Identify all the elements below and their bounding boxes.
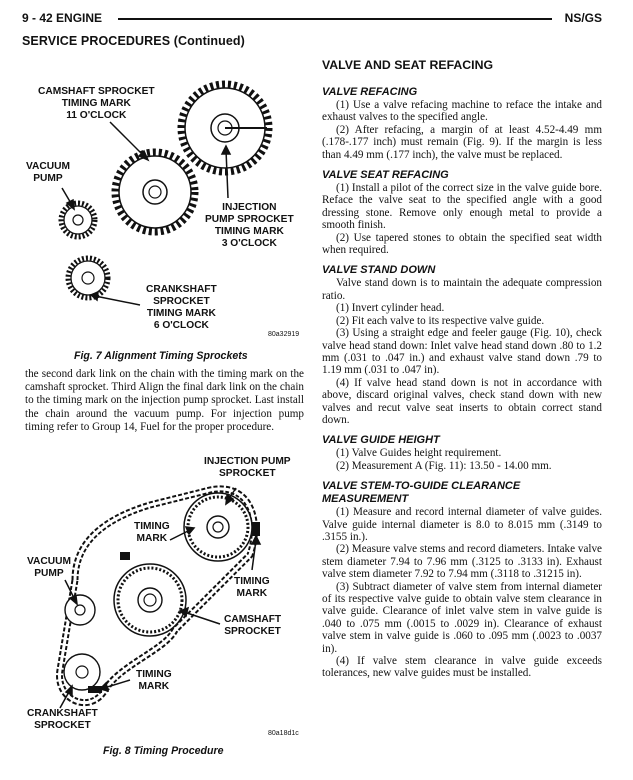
- callout-line: VACUUM: [26, 161, 70, 172]
- fig8-caption: Fig. 8 Timing Procedure: [103, 745, 224, 757]
- section-title: SERVICE PROCEDURES (Continued): [22, 34, 245, 48]
- fig8-callout-crankshaft: [27, 708, 98, 732]
- callout-line: TIMING: [136, 669, 172, 680]
- section-stem-to-guide-clearance: [322, 480, 602, 680]
- camshaft-sprocket: [115, 152, 195, 232]
- section-heading: VALVE SEAT REFACING: [322, 169, 449, 182]
- paragraph: (2) After refacing, a margin of at least 4.52-4.49 mm (.178-.177 inch) must remain (Fig. 9). If the margin is less than 4.49 mm (.177 inch), the valve must be replaced.: [322, 123, 602, 161]
- callout-line: INJECTION PUMP: [204, 456, 291, 467]
- fig8-callout-timing-right: [234, 576, 270, 600]
- injection-pump-sprocket: [181, 84, 269, 172]
- paragraph: (3) Using a straight edge and feeler gauge (Fig. 10), check valve head stand down: Inlet valve head stand down .80 to 1.2 mm (.031 to .047 in.) and exhaust valve stand down .79 to 1.19 mm (.031 to .047 in).: [322, 327, 602, 377]
- callout-line: PUMP: [33, 173, 63, 184]
- callout-line: MARK: [138, 681, 170, 692]
- callout-line: CRANKSHAFT: [27, 708, 98, 719]
- page-ref: 9 - 42 ENGINE: [22, 11, 103, 25]
- callout-line: PUMP SPROCKET: [205, 214, 294, 225]
- section-valve-stand-down: [322, 264, 602, 426]
- paragraph: (3) Subtract diameter of valve stem from internal diameter of its respective valve guide to obtain valve stem clearance in valve guide. Clearance of inlet valve stem in valve guide is .040 to .075 mm (.0015 to .0029 in). Clearance of exhaust valve stem in valve guide is .060 to .095 mm (.0023 to .0037 in).: [322, 580, 602, 655]
- callout-line: SPROCKET: [224, 626, 281, 637]
- callout-line: CAMSHAFT: [224, 614, 282, 625]
- vacuum-pump-sprocket: [61, 203, 95, 237]
- paragraph: (1) Use a valve refacing machine to reface the intake and exhaust valves to the specified angle.: [322, 99, 602, 124]
- fig7-callout-camshaft: [38, 86, 155, 122]
- fig8-callout-camshaft: [224, 614, 281, 638]
- fig8-callout-injection: [204, 456, 291, 480]
- callout-line: SPROCKET: [153, 296, 210, 307]
- paragraph: (1) Measure and record internal diameter of valve guides. Valve guide internal diameter is 8.0 to 8.015 mm (.3149 to .3155 in.).: [322, 506, 602, 543]
- callout-line: MARK: [136, 533, 168, 544]
- callout-line: TIMING MARK: [214, 226, 284, 237]
- paragraph: (2) Use tapered stones to obtain the specified seat width when required.: [322, 231, 602, 257]
- callout-line: TIMING: [134, 521, 170, 532]
- section-heading: VALVE REFACING: [322, 86, 418, 98]
- fig8-id: 80a18d1c: [268, 730, 299, 737]
- callout-line: INJECTION: [222, 202, 277, 213]
- section-heading: VALVE GUIDE HEIGHT: [322, 434, 440, 447]
- paragraph: (4) If valve stem clearance in valve guide exceeds tolerances, new valve guides must be installed.: [322, 655, 602, 680]
- column-title: VALVE AND SEAT REFACING: [322, 58, 494, 72]
- crankshaft-sprocket: [68, 258, 108, 298]
- fig7-callout-vacuum: [26, 161, 70, 185]
- callout-line: TIMING MARK: [61, 98, 131, 109]
- callout-line: 3 O'CLOCK: [221, 238, 277, 249]
- paragraph: (1) Install a pilot of the correct size in the valve guide bore. Reface the valve seat to the specified angle with a good dressing stone. Remove only enough metal to provide a smooth finish.: [322, 182, 602, 232]
- callout-line: SPROCKET: [219, 468, 276, 479]
- section-heading: VALVE STAND DOWN: [322, 264, 436, 277]
- fig8-callout-timing-lower: [136, 669, 172, 693]
- section-valve-seat-refacing: [322, 169, 602, 256]
- callout-line: CRANKSHAFT: [146, 284, 217, 295]
- paragraph: (4) If valve head stand down is not in accordance with above, discard original valves, check stand down with new valves and recut valve seat inserts to obtain correct stand down.: [322, 376, 602, 426]
- callout-line: SPROCKET: [34, 720, 91, 731]
- fig7-id: 80a32919: [268, 331, 300, 338]
- callout-line: TIMING: [234, 576, 270, 587]
- callout-line: PUMP: [34, 568, 64, 579]
- paragraph: (2) Fit each valve to its respective valve guide.: [336, 314, 545, 327]
- left-paragraph: the second dark link on the chain with the timing mark on the camshaft sprocket. Third Align the final dark link on the chain to the timing mark on the injection pump sprocket. Last install the chain around the vacuum pump. For injection pump timing refer to Group 14, Fuel for the proper procedure.: [25, 368, 304, 433]
- callout-line: 11 O'CLOCK: [66, 110, 127, 121]
- section-valve-refacing: [322, 86, 602, 161]
- right-column: [322, 58, 602, 688]
- fig7-callout-crankshaft: [146, 284, 217, 332]
- fig8-callout-timing-upper: [134, 521, 170, 545]
- callout-line: 6 O'CLOCK: [153, 320, 209, 331]
- callout-line: TIMING MARK: [146, 308, 216, 319]
- paragraph: (2) Measure valve stems and record diameters. Intake valve stem diameter 7.94 to 7.96 mm (.3125 to .3133 in). Exhaust valve stem diameter 7.92 to 7.94 mm (.3118 to .31215 in).: [322, 543, 602, 581]
- callout-line: MARK: [236, 588, 268, 599]
- callout-line: CAMSHAFT SPROCKET: [38, 86, 155, 97]
- fig7-callout-injection: [205, 202, 294, 250]
- paragraph: (2) Measurement A (Fig. 11): 13.50 - 14.00 mm.: [336, 459, 552, 472]
- paragraph: Valve stand down is to maintain the adequate compression ratio.: [322, 277, 602, 302]
- callout-line: VACUUM: [27, 556, 71, 567]
- section-heading: VALVE STEM-TO-GUIDE CLEARANCE MEASUREMENT: [322, 480, 521, 506]
- paragraph: (1) Invert cylinder head.: [336, 302, 445, 315]
- section-valve-guide-height: [322, 434, 602, 472]
- paragraph: (1) Valve Guides height requirement.: [336, 447, 502, 460]
- fig7-caption: Fig. 7 Alignment Timing Sprockets: [74, 350, 248, 362]
- fig8-callout-vacuum: [27, 556, 71, 580]
- model-code: NS/GS: [564, 11, 602, 25]
